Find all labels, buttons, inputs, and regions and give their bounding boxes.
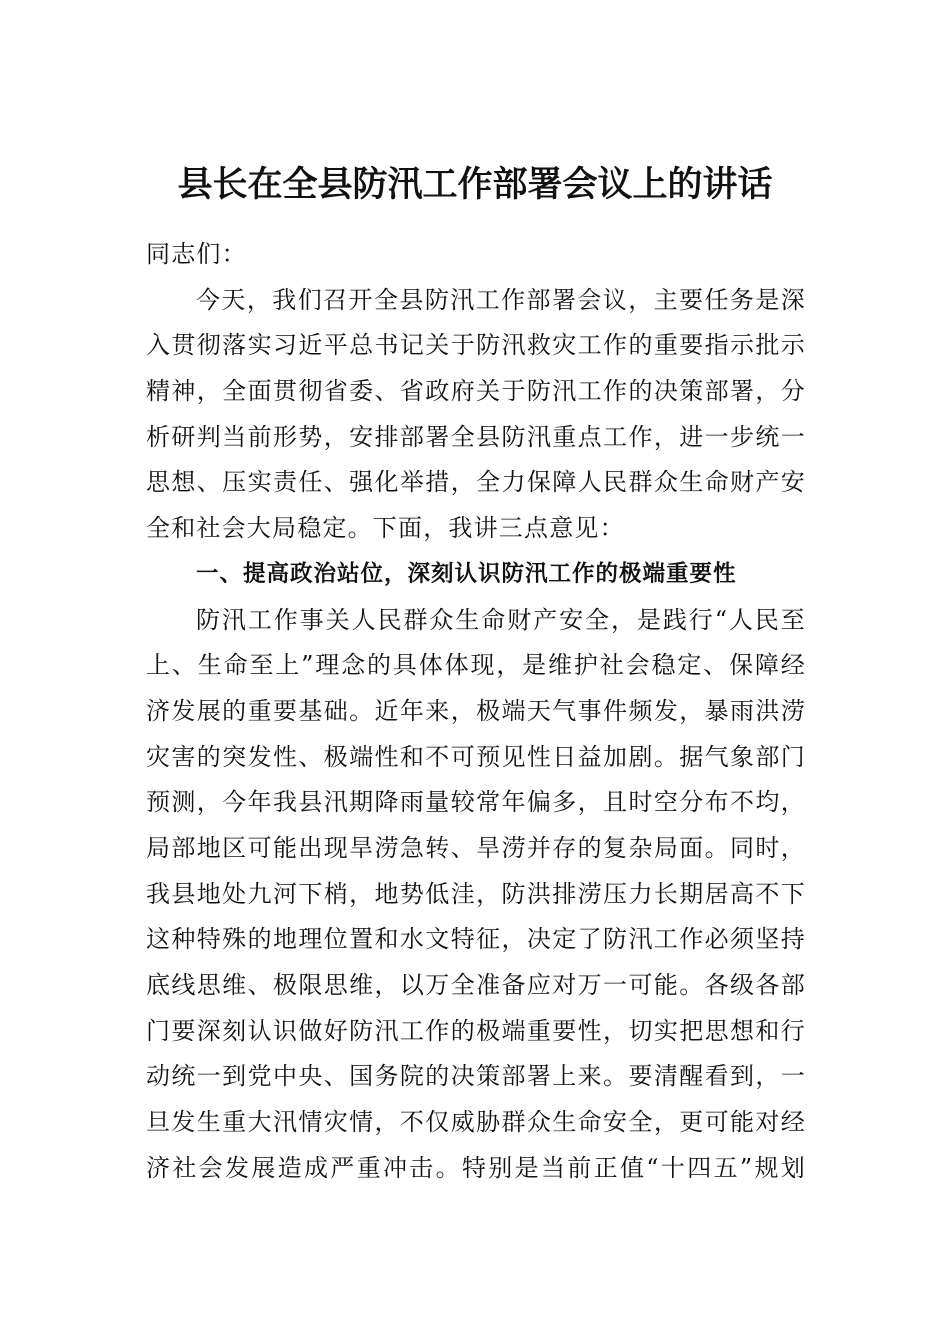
paragraph-line: 全和社会大局稳定。下面，我讲三点意见： — [146, 514, 625, 543]
paragraph-line: 底线思维、极限思维，以万全准备应对万一可能。各级各部 — [146, 971, 806, 999]
paragraph-line: 防汛工作事关人民群众生命财产安全，是践行“人民至 — [196, 605, 806, 634]
section-heading: 一、提高政治站位，深刻认识防汛工作的极端重要性 — [196, 560, 737, 587]
document-title: 县长在全县防汛工作部署会议上的讲话 — [177, 164, 773, 205]
paragraph-line: 门要深刻认识做好防汛工作的极端重要性，切实把思想和行 — [146, 1016, 806, 1045]
paragraph-line: 动统一到党中央、国务院的决策部署上来。要清醒看到，一 — [146, 1062, 806, 1091]
paragraph-line: 灾害的突发性、极端性和不可预见性日益加剧。据气象部门 — [146, 742, 806, 771]
paragraph-line: 入贯彻落实习近平总书记关于防汛救灾工作的重要指示批示 — [146, 331, 806, 360]
paragraph-line: 思想、压实责任、强化举措，全力保障人民群众生命财产安 — [146, 468, 806, 497]
paragraph-line: 今天，我们召开全县防汛工作部署会议，主要任务是深 — [196, 285, 806, 314]
paragraph-line: 这种特殊的地理位置和水文特征，决定了防汛工作必须坚持 — [146, 925, 806, 954]
paragraph-line: 预测，今年我县汛期降雨量较常年偏多，且时空分布不均， — [146, 788, 806, 817]
paragraph-line: 济社会发展造成严重冲击。特别是当前正值“十四五”规划 — [146, 1153, 806, 1182]
paragraph-line: 上、生命至上”理念的具体体现，是维护社会稳定、保障经 — [146, 651, 806, 680]
paragraph-line: 局部地区可能出现旱涝急转、旱涝并存的复杂局面。同时， — [146, 833, 806, 862]
document-body — [146, 232, 806, 1191]
paragraph-line: 我县地处九河下梢，地势低洼，防洪排涝压力长期居高不下 — [146, 879, 806, 908]
paragraph-line: 析研判当前形势，安排部署全县防汛重点工作，进一步统一 — [146, 422, 806, 451]
paragraph-line: 济发展的重要基础。近年来，极端天气事件频发，暴雨洪涝 — [146, 696, 806, 725]
paragraph-line: 旦发生重大汛情灾情，不仅威胁群众生命安全，更可能对经 — [146, 1108, 806, 1137]
salutation: 同志们： — [146, 240, 247, 268]
paragraph-line: 精神，全面贯彻省委、省政府关于防汛工作的决策部署，分 — [146, 377, 806, 406]
